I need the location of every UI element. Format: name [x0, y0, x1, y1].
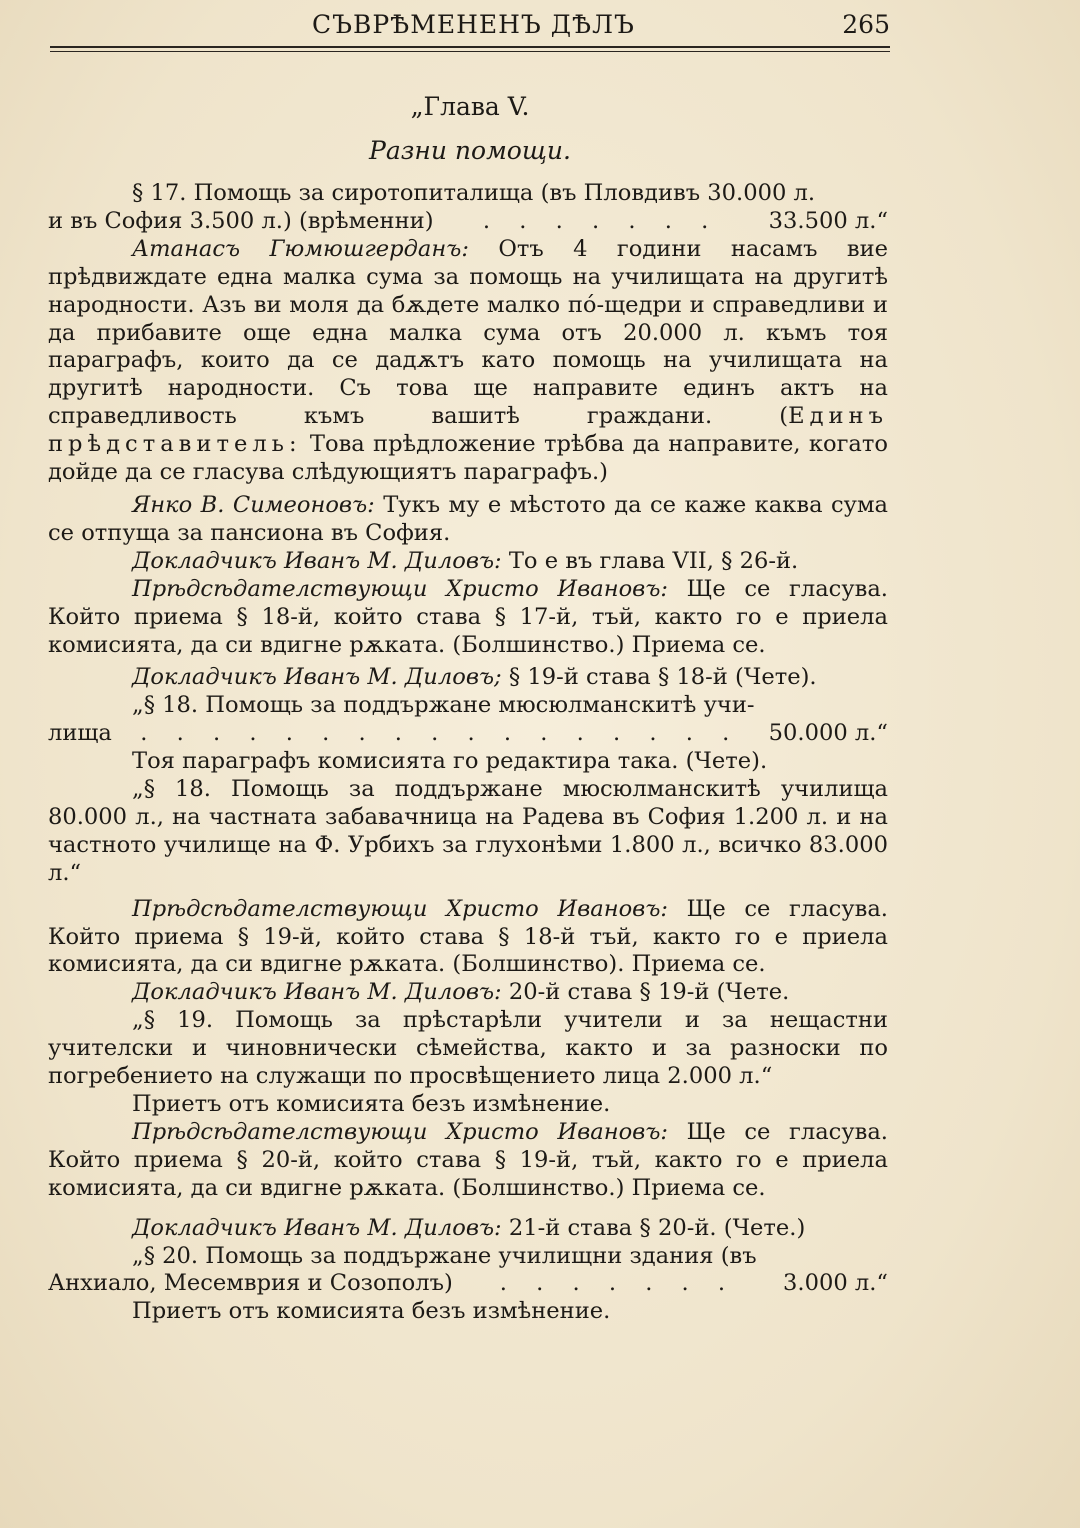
header-rule-thick: [50, 46, 890, 48]
speech-simeonov: [48, 492, 888, 548]
speech-ivanov-3: [48, 1119, 888, 1203]
accepted-note-1: Приетъ отъ комисията безъ измѣнение.: [132, 1091, 611, 1117]
speaker-name: Докладчикъ Иванъ М. Диловъ;: [132, 664, 502, 691]
speech-text: Отъ 4 години насамъ вие прѣдвиждате една малка сума за помощь на училищата на другитѣ народности. Азъ ви моля да бѫдете малко пó-щедри и справедливи и да прибавите още една малка сума отъ 20.000 л. къмъ тоя параграфъ, които да се дадѫтъ като помощь на училищата на другитѣ народности. Съ това ще направите единъ актъ на справедливость къмъ вашитѣ граждани. (: [48, 235, 889, 430]
speech-text: § 19-й става § 18-й (Чете).: [508, 664, 817, 691]
speech-text: Ще се гласува. Който приема § 20-й, който става § 19-й, тъй, както го е приела комисията, да си вдигне рѫката. (Болшинство.) Приема се.: [48, 1118, 888, 1201]
speaker-name: Прѣдсѣдателствующи Христо Ивановъ:: [132, 895, 668, 922]
paragraph-18-old-line1: „§ 18. Помощь за поддържане мюсюлманскитѣ учи-: [132, 692, 755, 719]
speech-text: 20-й става § 19-й (Чете.: [508, 979, 790, 1006]
paragraph-18-old-label: лища: [48, 720, 112, 747]
speech-text: Ще се гласува. Който приема § 19-й, който става § 18-й тъй, както го е приела комисията, да си вдигне рѫката. (Болшинство). Приема се.: [48, 895, 888, 978]
paragraph-20-label: Анхиало, Месемврия и Созополъ): [48, 1270, 453, 1297]
running-header: [50, 6, 890, 46]
paragraph-19: „§ 19. Помощь за прѣстарѣли учители и за нещастни учителски и чиновнически сѣмейства, както и за разноски по погребението на служащи по просвѣщението лица 2.000 л.“: [48, 1007, 888, 1090]
speaker-name: Прѣдсѣдателствующи Христо Ивановъ:: [132, 1118, 668, 1145]
paragraph-20-line1: „§ 20. Помощь за поддържане училищни здания (въ: [132, 1242, 757, 1269]
speaker-name: Янко В. Симеоновъ:: [132, 491, 375, 518]
speech-gyumyushgerdan: [48, 236, 888, 487]
paragraph-20-line2: [48, 1270, 888, 1298]
interjection-speaker: Единъ прѣдставитель:: [48, 403, 888, 458]
body-text: [48, 180, 888, 1326]
speech-dilov-2: [48, 664, 888, 692]
accepted-note-2: Приетъ отъ комисията безъ измѣнение.: [132, 1298, 611, 1325]
page-number: 265: [842, 10, 890, 39]
paragraph-18-old-sum: 50.000 л.“: [768, 720, 888, 747]
paragraph-17-label: и въ София 3.500 л.) (врѣменни): [48, 207, 434, 234]
speech-text: То е въ глава VII, § 26-й.: [508, 547, 799, 574]
speaker-name: Прѣдсѣдателствующи Христо Ивановъ:: [132, 575, 668, 602]
speech-dilov-1: [48, 548, 888, 576]
interjection-text: Това прѣдложение трѣбва да направите, когато дойде да се гласува слѣдующиятъ параграфъ.): [48, 431, 888, 486]
speaker-name: Докладчикъ Иванъ М. Диловъ:: [132, 547, 502, 574]
speech-dilov-4: [48, 1215, 888, 1243]
speaker-name: Докладчикъ Иванъ М. Диловъ:: [132, 1214, 502, 1241]
speaker-name: Докладчикъ Иванъ М. Диловъ:: [132, 979, 502, 1006]
speech-text: Тукъ му е мѣстото да се каже каква сума се отпуща за пансиона въ София.: [48, 491, 888, 546]
leader-dots: . . . . . . .: [482, 207, 720, 234]
paragraph-17-sum: 33.500 л.“: [768, 207, 888, 234]
speaker-name: Атанасъ Гюмюшгерданъ:: [132, 235, 469, 262]
chapter-subtitle: Разни помощи.: [369, 136, 571, 165]
paragraph-18-old-line2: [48, 720, 888, 748]
paragraph-17-line1: § 17. Помощь за сиротопиталища (въ Пловдивъ 30.000 л.: [132, 180, 816, 206]
chapter-heading: „Глава V.: [410, 92, 530, 121]
leader-dots: . . . . . . . . . . . . . . . . .: [140, 720, 741, 747]
speech-ivanov-1: [48, 576, 888, 660]
paragraph-20-sum: 3.000 л.“: [783, 1270, 888, 1297]
paragraph-17-line2: [48, 208, 888, 236]
leader-dots: . . . . . . .: [499, 1270, 737, 1297]
speech-dilov-3: [48, 979, 888, 1007]
header-rule-thin: [50, 51, 890, 52]
header-title: СЪВРѢМЕНЕНЪ ДѢЛЪ: [312, 10, 635, 39]
commission-note: Тоя параграфъ комисията го редактира така. (Чете).: [132, 748, 768, 775]
paragraph-18-new: „§ 18. Помощь за поддържане мюсюлманскитѣ училища 80.000 л., на частната забавачница на Радева въ София 1.200 л. и на частното училище на Ф. Урбихъ за глухонѣми 1.800 л., всичко 83.000 л.“: [48, 776, 888, 886]
speech-ivanov-2: [48, 896, 888, 980]
speech-text: 21-й става § 20-й. (Чете.): [508, 1214, 806, 1241]
speech-text: Ще се гласува. Който приема § 18-й, който става § 17-й, тъй, както го е приела комисията, да си вдигне рѫката. (Болшинство.) Приема се.: [48, 575, 888, 658]
